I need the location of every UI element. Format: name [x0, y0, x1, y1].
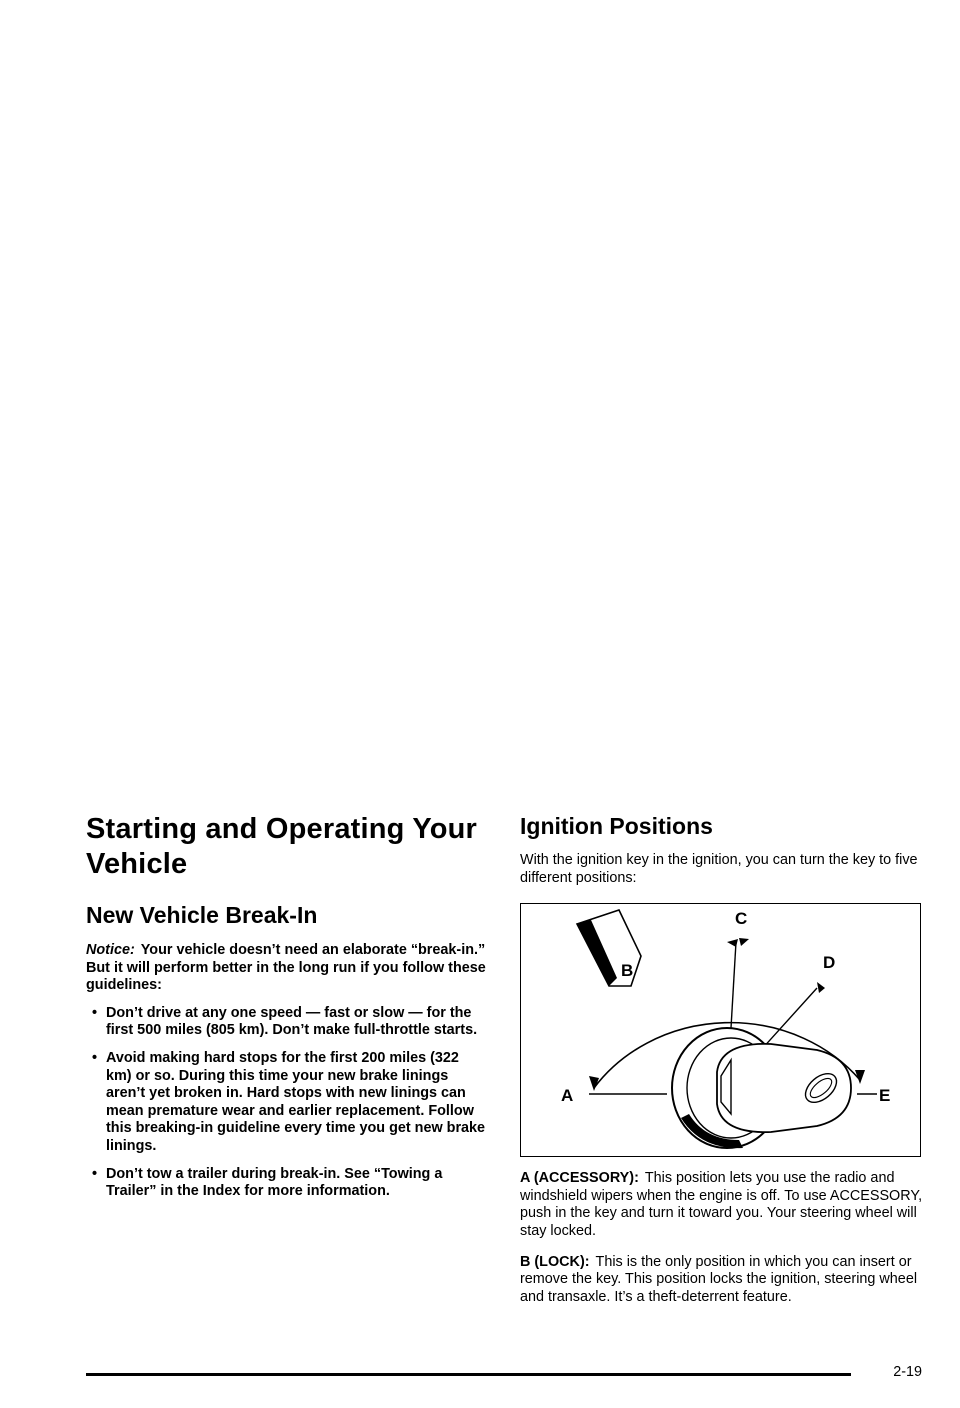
label-b: B	[621, 961, 634, 981]
text-lock: This is the only position in which you can insert or remove the key. This position locks the ignition, steering wheel and transaxle. It’s a theft-deterrent feature.	[520, 1253, 918, 1305]
guidelines-list	[86, 1005, 486, 1201]
radial-line-c	[731, 942, 736, 1028]
right-column	[520, 812, 923, 1306]
ignition-diagram	[520, 903, 921, 1157]
label-d: D	[823, 953, 836, 973]
section-title: Starting and Operating Your Vehicle	[86, 813, 478, 880]
arrow-d	[817, 982, 825, 993]
left-column	[86, 812, 486, 1201]
label-a: A	[561, 1086, 574, 1106]
subsection-title: New Vehicle Break-In	[86, 902, 318, 928]
term-lock: B (LOCK):	[520, 1253, 590, 1270]
text-accessory: This position lets you use the radio and windshield wipers when the engine is off. To use ACCESSORY, push in the key and turn it toward you. Your steering wheel will stay locked.	[520, 1170, 923, 1239]
notice-label: Notice:	[86, 942, 135, 958]
label-c: C	[735, 909, 748, 929]
page-number: 2-19	[893, 1364, 922, 1380]
list-item: • Don’t tow a trailer during break-in. See “Towing a Trailer” in the Index for more information.	[90, 1166, 486, 1201]
footer-rule	[86, 1373, 851, 1376]
label-e: E	[879, 1086, 891, 1106]
notice-text: Your vehicle doesn’t need an elaborate “break-in.” But it will perform better in the long run if you follow these guidelines:	[86, 942, 486, 994]
term-accessory: A (ACCESSORY):	[520, 1170, 639, 1187]
notice	[86, 942, 486, 995]
list-item: • Don’t drive at any one speed — fast or slow — for the first 500 miles (805 km). Don’t make full-throttle starts.	[90, 1005, 486, 1040]
arrow-c-right	[739, 938, 749, 946]
list-item: • Avoid making hard stops for the first 200 miles (322 km) or so. During this time your new brake linings aren’t yet broken in. Hard stops with new linings can mean premature wear and earlier replacement. Follow this breaking-in guideline every time you get new brake linings.	[90, 1050, 486, 1156]
ignition-title: Ignition Positions	[520, 813, 713, 839]
ignition-intro: With the ignition key in the ignition, you can turn the key to five different positions:	[520, 852, 918, 886]
paragraph-lock	[520, 1254, 923, 1307]
lock-tab-bold	[577, 920, 617, 986]
paragraph-accessory	[520, 1170, 923, 1240]
ignition-diagram-svg	[521, 904, 922, 1158]
